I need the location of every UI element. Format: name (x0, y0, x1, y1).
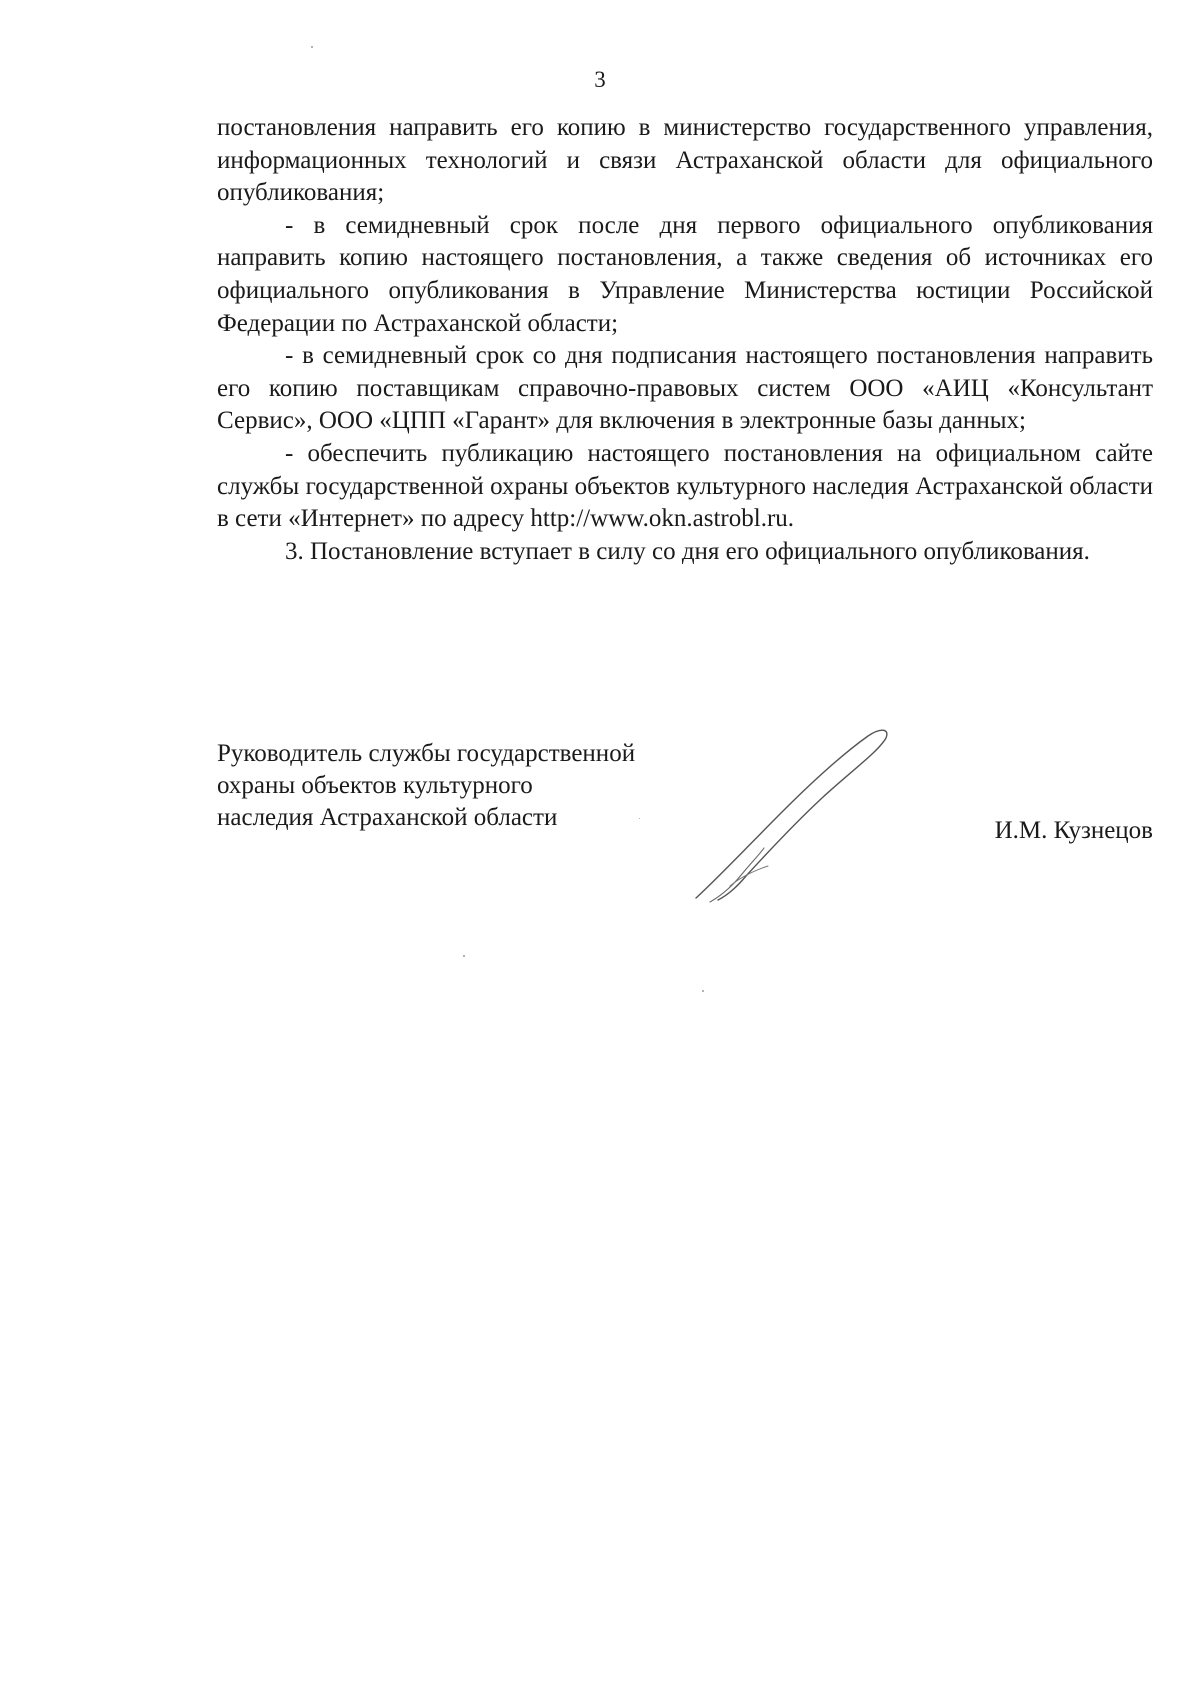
paragraph-item: 3. Постановление вступает в силу со дня его официального опубликования. (285, 537, 1090, 565)
paragraph-item: - обеспечить публикацию настоящего постановления на официальном сайте службы государственной охраны объектов культурного наследия Астраханской области в сети «Интернет» по адресу http://www.okn.astrobl.ru. (217, 439, 1153, 533)
paragraph-continuation: постановления направить его копию в министерство государственного управления, информационных технологий и связи Астраханской области для официального опубликования; (217, 114, 1153, 207)
scan-speck (311, 46, 313, 48)
signatory-position-line: наследия Астраханской области (217, 804, 558, 831)
scan-speck (702, 990, 704, 992)
handwritten-signature (690, 726, 900, 906)
paragraph-item: - в семидневный срок со дня подписания настоящего постановления направить его копию поставщикам справочно-правовых систем ООО «АИЦ «Консультант Сервис», ООО «ЦПП «Гарант» для включения в электронные базы данных; (217, 342, 1153, 435)
document-body (217, 112, 1153, 568)
page-number: 3 (594, 67, 606, 92)
scan-speck (463, 955, 465, 957)
signatory-position-line: охраны объектов культурного (217, 772, 533, 799)
scan-speck (639, 818, 640, 819)
signatory-position-line: Руководитель службы государственной (217, 740, 636, 767)
signer-name: И.М. Кузнецов (994, 817, 1153, 844)
signatory-position (217, 738, 737, 834)
paragraph-item: - в семидневный срок после дня первого официального опубликования направить копию настоящего постановления, а также сведения об источниках его официального опубликования в Управление Министерства юстиции Российской Федерации по Астраханской области; (217, 211, 1153, 337)
